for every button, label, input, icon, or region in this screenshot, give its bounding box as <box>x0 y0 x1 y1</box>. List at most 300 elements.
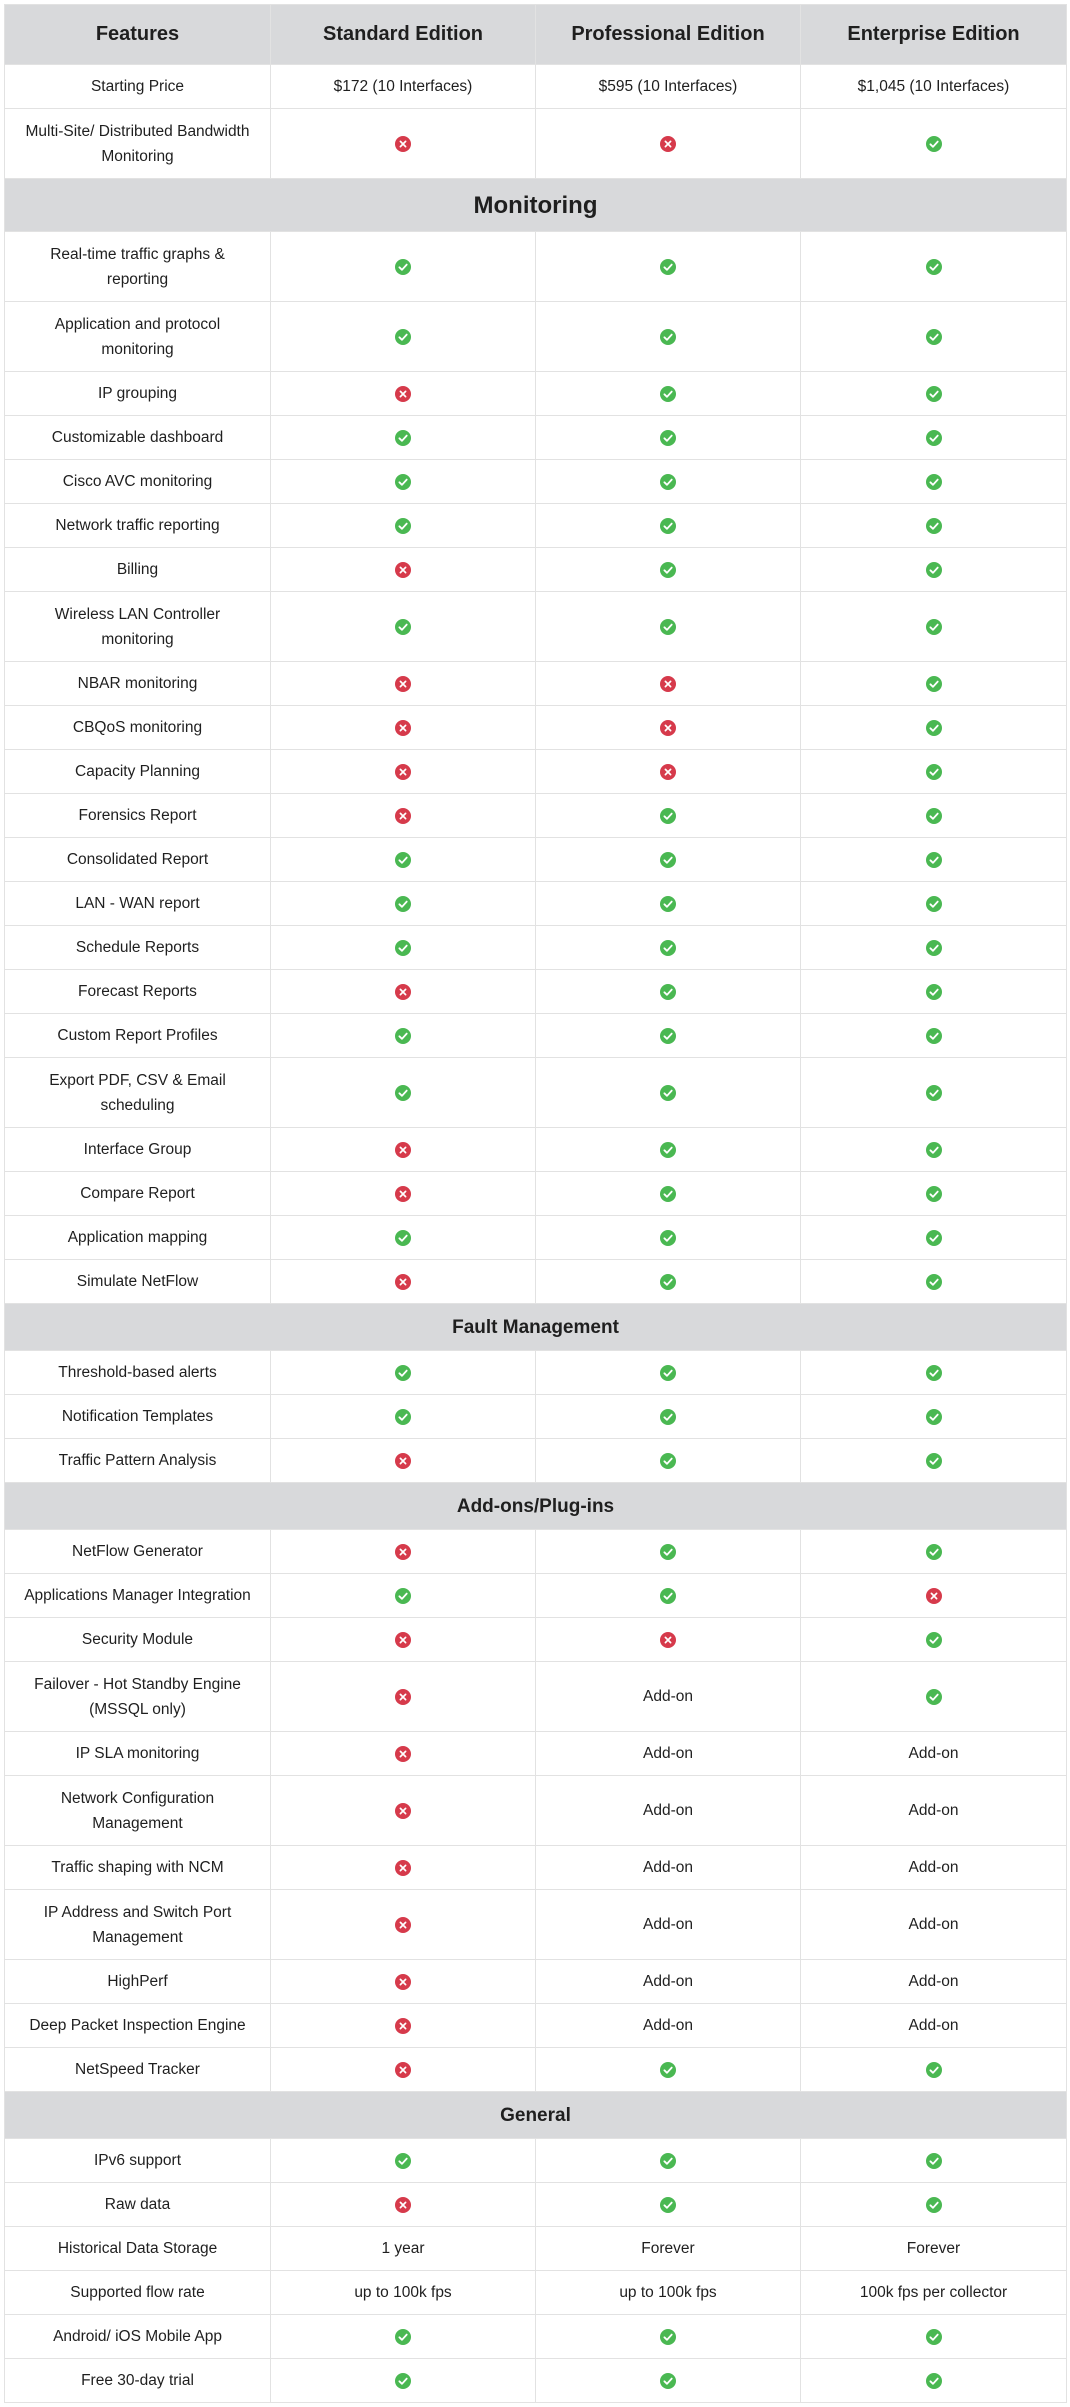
feature-name-cell: Network Configuration Management <box>5 1776 271 1846</box>
check-icon <box>395 1085 411 1101</box>
standard-edition-cell <box>271 1014 536 1058</box>
table-row <box>5 2271 1067 2315</box>
enterprise-edition-cell <box>801 794 1067 838</box>
feature-name-cell: Application mapping <box>5 1216 271 1260</box>
enterprise-edition-cell: 100k fps per collector <box>801 2271 1067 2315</box>
professional-edition-cell <box>536 882 801 926</box>
cross-icon <box>395 764 411 780</box>
features-column-header: Features <box>5 5 271 65</box>
professional-edition-cell <box>536 1128 801 1172</box>
feature-name-cell: Notification Templates <box>5 1395 271 1439</box>
enterprise-edition-cell <box>801 504 1067 548</box>
enterprise-edition-cell <box>801 1662 1067 1732</box>
cross-icon <box>660 676 676 692</box>
professional-edition-cell <box>536 838 801 882</box>
standard-edition-cell <box>271 1395 536 1439</box>
professional-edition-cell <box>536 592 801 662</box>
check-icon <box>660 1274 676 1290</box>
cross-icon <box>395 1274 411 1290</box>
feature-name-cell: CBQoS monitoring <box>5 706 271 750</box>
enterprise-edition-cell <box>801 882 1067 926</box>
professional-edition-column-header: Professional Edition <box>536 5 801 65</box>
standard-edition-cell <box>271 1662 536 1732</box>
check-icon <box>660 1085 676 1101</box>
standard-edition-cell <box>271 838 536 882</box>
professional-edition-cell <box>536 750 801 794</box>
standard-edition-cell <box>271 504 536 548</box>
standard-edition-column-header: Standard Edition <box>271 5 536 65</box>
check-icon <box>926 896 942 912</box>
standard-edition-cell <box>271 1172 536 1216</box>
table-row <box>5 2139 1067 2183</box>
feature-name-cell: IPv6 support <box>5 2139 271 2183</box>
check-icon <box>926 1689 942 1705</box>
enterprise-edition-cell: $1,045 (10 Interfaces) <box>801 65 1067 109</box>
professional-edition-cell <box>536 1439 801 1483</box>
professional-edition-cell <box>536 926 801 970</box>
check-icon <box>660 518 676 534</box>
standard-edition-cell <box>271 1846 536 1890</box>
table-row <box>5 1172 1067 1216</box>
cross-icon <box>395 808 411 824</box>
feature-name-cell: Traffic Pattern Analysis <box>5 1439 271 1483</box>
standard-edition-cell <box>271 1058 536 1128</box>
check-icon <box>926 1142 942 1158</box>
check-icon <box>926 1544 942 1560</box>
table-row <box>5 504 1067 548</box>
standard-edition-cell <box>271 109 536 179</box>
feature-name-cell: Real-time traffic graphs & reporting <box>5 232 271 302</box>
table-row <box>5 926 1067 970</box>
check-icon <box>395 430 411 446</box>
section-header-row <box>5 1483 1067 1530</box>
table-row <box>5 2004 1067 2048</box>
check-icon <box>660 2373 676 2389</box>
feature-name-cell: Multi-Site/ Distributed Bandwidth Monitoring <box>5 109 271 179</box>
table-body <box>5 65 1067 2403</box>
check-icon <box>660 1186 676 1202</box>
edition-comparison-table <box>4 4 1067 2403</box>
check-icon <box>660 1365 676 1381</box>
enterprise-edition-cell <box>801 1058 1067 1128</box>
section-title-add-ons-plug-ins: Add-ons/Plug-ins <box>5 1483 1067 1530</box>
standard-edition-cell <box>271 1776 536 1846</box>
enterprise-edition-cell <box>801 1530 1067 1574</box>
check-icon <box>926 1365 942 1381</box>
cross-icon <box>395 2062 411 2078</box>
section-header-row <box>5 179 1067 232</box>
cross-icon <box>395 676 411 692</box>
standard-edition-cell <box>271 2315 536 2359</box>
feature-name-cell: Applications Manager Integration <box>5 1574 271 1618</box>
check-icon <box>926 1230 942 1246</box>
professional-edition-cell <box>536 1172 801 1216</box>
table-row <box>5 1260 1067 1304</box>
enterprise-edition-cell: Add-on <box>801 1960 1067 2004</box>
feature-name-cell: NBAR monitoring <box>5 662 271 706</box>
table-row <box>5 1890 1067 1960</box>
standard-edition-cell: 1 year <box>271 2227 536 2271</box>
edition-comparison-table-container <box>4 4 1066 2403</box>
check-icon <box>926 720 942 736</box>
check-icon <box>926 2373 942 2389</box>
standard-edition-cell <box>271 1960 536 2004</box>
standard-edition-cell <box>271 662 536 706</box>
table-row <box>5 970 1067 1014</box>
enterprise-edition-cell: Add-on <box>801 1732 1067 1776</box>
check-icon <box>926 259 942 275</box>
table-row <box>5 1732 1067 1776</box>
check-icon <box>660 1453 676 1469</box>
professional-edition-cell <box>536 794 801 838</box>
enterprise-edition-cell <box>801 109 1067 179</box>
table-row <box>5 1014 1067 1058</box>
table-row <box>5 460 1067 504</box>
professional-edition-cell <box>536 109 801 179</box>
standard-edition-cell <box>271 302 536 372</box>
check-icon <box>395 474 411 490</box>
check-icon <box>660 329 676 345</box>
professional-edition-cell <box>536 302 801 372</box>
feature-name-cell: Deep Packet Inspection Engine <box>5 2004 271 2048</box>
professional-edition-cell <box>536 2139 801 2183</box>
check-icon <box>926 1085 942 1101</box>
check-icon <box>660 430 676 446</box>
feature-name-cell: Forecast Reports <box>5 970 271 1014</box>
check-icon <box>926 474 942 490</box>
table-row <box>5 2227 1067 2271</box>
cross-icon <box>926 1588 942 1604</box>
section-header-row <box>5 2092 1067 2139</box>
check-icon <box>395 896 411 912</box>
check-icon <box>395 940 411 956</box>
professional-edition-cell <box>536 1574 801 1618</box>
cross-icon <box>395 1453 411 1469</box>
check-icon <box>926 2062 942 2078</box>
section-title-monitoring: Monitoring <box>5 179 1067 232</box>
check-icon <box>660 474 676 490</box>
table-row <box>5 1574 1067 1618</box>
professional-edition-cell <box>536 1395 801 1439</box>
enterprise-edition-cell <box>801 232 1067 302</box>
check-icon <box>926 619 942 635</box>
standard-edition-cell <box>271 1574 536 1618</box>
check-icon <box>395 1409 411 1425</box>
professional-edition-cell <box>536 416 801 460</box>
enterprise-edition-cell <box>801 416 1067 460</box>
professional-edition-cell <box>536 2359 801 2403</box>
check-icon <box>395 259 411 275</box>
table-row <box>5 1216 1067 1260</box>
check-icon <box>660 386 676 402</box>
feature-name-cell: Interface Group <box>5 1128 271 1172</box>
professional-edition-cell <box>536 1058 801 1128</box>
standard-edition-cell <box>271 1260 536 1304</box>
standard-edition-cell <box>271 970 536 1014</box>
professional-edition-cell <box>536 1530 801 1574</box>
check-icon <box>660 1230 676 1246</box>
check-icon <box>395 518 411 534</box>
table-row <box>5 1439 1067 1483</box>
table-row <box>5 882 1067 926</box>
enterprise-edition-cell <box>801 838 1067 882</box>
standard-edition-cell <box>271 416 536 460</box>
standard-edition-cell: $172 (10 Interfaces) <box>271 65 536 109</box>
enterprise-edition-cell: Add-on <box>801 1776 1067 1846</box>
cross-icon <box>660 136 676 152</box>
enterprise-edition-cell <box>801 460 1067 504</box>
check-icon <box>660 940 676 956</box>
cross-icon <box>395 984 411 1000</box>
cross-icon <box>395 2018 411 2034</box>
standard-edition-cell <box>271 2004 536 2048</box>
table-row <box>5 65 1067 109</box>
enterprise-edition-cell <box>801 2048 1067 2092</box>
feature-name-cell: Cisco AVC monitoring <box>5 460 271 504</box>
standard-edition-cell <box>271 548 536 592</box>
standard-edition-cell <box>271 1890 536 1960</box>
professional-edition-cell: $595 (10 Interfaces) <box>536 65 801 109</box>
professional-edition-cell <box>536 1260 801 1304</box>
enterprise-edition-cell <box>801 750 1067 794</box>
check-icon <box>660 896 676 912</box>
check-icon <box>926 562 942 578</box>
table-row <box>5 1128 1067 1172</box>
feature-name-cell: IP grouping <box>5 372 271 416</box>
table-row <box>5 2359 1067 2403</box>
table-row <box>5 2315 1067 2359</box>
check-icon <box>926 2197 942 2213</box>
professional-edition-cell <box>536 2315 801 2359</box>
feature-name-cell: Wireless LAN Controller monitoring <box>5 592 271 662</box>
professional-edition-cell <box>536 1351 801 1395</box>
table-row <box>5 1530 1067 1574</box>
enterprise-edition-cell <box>801 1439 1067 1483</box>
standard-edition-cell <box>271 1732 536 1776</box>
professional-edition-cell <box>536 232 801 302</box>
professional-edition-cell: Add-on <box>536 1732 801 1776</box>
cross-icon <box>395 1142 411 1158</box>
check-icon <box>395 619 411 635</box>
cross-icon <box>395 1917 411 1933</box>
table-row <box>5 109 1067 179</box>
check-icon <box>660 984 676 1000</box>
cross-icon <box>395 1803 411 1819</box>
check-icon <box>926 1409 942 1425</box>
enterprise-edition-cell <box>801 1351 1067 1395</box>
table-row <box>5 1776 1067 1846</box>
check-icon <box>395 1028 411 1044</box>
feature-name-cell: LAN - WAN report <box>5 882 271 926</box>
professional-edition-cell <box>536 1014 801 1058</box>
check-icon <box>395 2329 411 2345</box>
feature-name-cell: Failover - Hot Standby Engine (MSSQL only) <box>5 1662 271 1732</box>
enterprise-edition-cell <box>801 2139 1067 2183</box>
table-row <box>5 1395 1067 1439</box>
professional-edition-cell <box>536 1216 801 1260</box>
check-icon <box>926 1453 942 1469</box>
table-row <box>5 1960 1067 2004</box>
enterprise-edition-cell <box>801 2183 1067 2227</box>
professional-edition-cell: Add-on <box>536 1846 801 1890</box>
check-icon <box>395 2373 411 2389</box>
enterprise-edition-cell <box>801 662 1067 706</box>
check-icon <box>926 2153 942 2169</box>
professional-edition-cell <box>536 372 801 416</box>
enterprise-edition-cell <box>801 706 1067 750</box>
standard-edition-cell <box>271 592 536 662</box>
enterprise-edition-cell <box>801 1216 1067 1260</box>
check-icon <box>660 2329 676 2345</box>
enterprise-edition-cell <box>801 1395 1067 1439</box>
standard-edition-cell <box>271 372 536 416</box>
enterprise-edition-cell: Add-on <box>801 1846 1067 1890</box>
table-row <box>5 794 1067 838</box>
feature-name-cell: Application and protocol monitoring <box>5 302 271 372</box>
check-icon <box>926 329 942 345</box>
enterprise-edition-cell <box>801 926 1067 970</box>
table-row <box>5 1662 1067 1732</box>
cross-icon <box>395 1632 411 1648</box>
standard-edition-cell: up to 100k fps <box>271 2271 536 2315</box>
check-icon <box>660 1544 676 1560</box>
check-icon <box>926 1186 942 1202</box>
cross-icon <box>660 764 676 780</box>
professional-edition-cell <box>536 706 801 750</box>
check-icon <box>660 1588 676 1604</box>
cross-icon <box>395 1186 411 1202</box>
enterprise-edition-cell <box>801 1618 1067 1662</box>
table-row <box>5 1058 1067 1128</box>
cross-icon <box>395 1746 411 1762</box>
feature-name-cell: Forensics Report <box>5 794 271 838</box>
cross-icon <box>395 1689 411 1705</box>
standard-edition-cell <box>271 2359 536 2403</box>
check-icon <box>660 1409 676 1425</box>
enterprise-edition-cell <box>801 372 1067 416</box>
check-icon <box>926 136 942 152</box>
check-icon <box>660 1142 676 1158</box>
feature-name-cell: Consolidated Report <box>5 838 271 882</box>
check-icon <box>660 259 676 275</box>
professional-edition-cell <box>536 1618 801 1662</box>
table-row <box>5 706 1067 750</box>
check-icon <box>660 2153 676 2169</box>
header-row <box>5 5 1067 65</box>
enterprise-edition-cell <box>801 970 1067 1014</box>
feature-name-cell: Compare Report <box>5 1172 271 1216</box>
feature-name-cell: Export PDF, CSV & Email scheduling <box>5 1058 271 1128</box>
table-row <box>5 2048 1067 2092</box>
check-icon <box>660 2062 676 2078</box>
feature-name-cell: IP SLA monitoring <box>5 1732 271 1776</box>
check-icon <box>660 852 676 868</box>
check-icon <box>395 1230 411 1246</box>
enterprise-edition-column-header: Enterprise Edition <box>801 5 1067 65</box>
cross-icon <box>395 1544 411 1560</box>
check-icon <box>926 1632 942 1648</box>
table-row <box>5 1846 1067 1890</box>
professional-edition-cell: Add-on <box>536 1662 801 1732</box>
cross-icon <box>395 386 411 402</box>
enterprise-edition-cell <box>801 548 1067 592</box>
check-icon <box>926 2329 942 2345</box>
professional-edition-cell: Add-on <box>536 1960 801 2004</box>
feature-name-cell: Traffic shaping with NCM <box>5 1846 271 1890</box>
check-icon <box>660 1028 676 1044</box>
feature-name-cell: Raw data <box>5 2183 271 2227</box>
check-icon <box>660 2197 676 2213</box>
table-row <box>5 416 1067 460</box>
check-icon <box>395 1588 411 1604</box>
professional-edition-cell <box>536 970 801 1014</box>
check-icon <box>926 386 942 402</box>
feature-name-cell: Free 30-day trial <box>5 2359 271 2403</box>
table-row <box>5 548 1067 592</box>
feature-name-cell: Custom Report Profiles <box>5 1014 271 1058</box>
feature-name-cell: Billing <box>5 548 271 592</box>
feature-name-cell: IP Address and Switch Port Management <box>5 1890 271 1960</box>
enterprise-edition-cell <box>801 1014 1067 1058</box>
enterprise-edition-cell <box>801 1260 1067 1304</box>
feature-name-cell: NetFlow Generator <box>5 1530 271 1574</box>
section-header-row <box>5 1304 1067 1351</box>
cross-icon <box>395 1860 411 1876</box>
check-icon <box>926 430 942 446</box>
check-icon <box>926 1028 942 1044</box>
professional-edition-cell <box>536 548 801 592</box>
standard-edition-cell <box>271 232 536 302</box>
professional-edition-cell <box>536 2048 801 2092</box>
check-icon <box>395 1365 411 1381</box>
standard-edition-cell <box>271 1618 536 1662</box>
enterprise-edition-cell <box>801 302 1067 372</box>
feature-name-cell: Starting Price <box>5 65 271 109</box>
professional-edition-cell: up to 100k fps <box>536 2271 801 2315</box>
professional-edition-cell <box>536 2183 801 2227</box>
feature-name-cell: Historical Data Storage <box>5 2227 271 2271</box>
check-icon <box>660 562 676 578</box>
feature-name-cell: Security Module <box>5 1618 271 1662</box>
standard-edition-cell <box>271 794 536 838</box>
professional-edition-cell: Forever <box>536 2227 801 2271</box>
standard-edition-cell <box>271 460 536 504</box>
standard-edition-cell <box>271 882 536 926</box>
table-row <box>5 1351 1067 1395</box>
feature-name-cell: Simulate NetFlow <box>5 1260 271 1304</box>
feature-name-cell: HighPerf <box>5 1960 271 2004</box>
standard-edition-cell <box>271 926 536 970</box>
professional-edition-cell: Add-on <box>536 1776 801 1846</box>
check-icon <box>395 329 411 345</box>
standard-edition-cell <box>271 2139 536 2183</box>
cross-icon <box>395 720 411 736</box>
table-header <box>5 5 1067 65</box>
enterprise-edition-cell <box>801 592 1067 662</box>
standard-edition-cell <box>271 2183 536 2227</box>
table-row <box>5 1618 1067 1662</box>
professional-edition-cell: Add-on <box>536 1890 801 1960</box>
standard-edition-cell <box>271 1216 536 1260</box>
feature-name-cell: Customizable dashboard <box>5 416 271 460</box>
standard-edition-cell <box>271 1439 536 1483</box>
standard-edition-cell <box>271 706 536 750</box>
cross-icon <box>395 1974 411 1990</box>
cross-icon <box>660 720 676 736</box>
check-icon <box>926 984 942 1000</box>
professional-edition-cell <box>536 662 801 706</box>
standard-edition-cell <box>271 2048 536 2092</box>
